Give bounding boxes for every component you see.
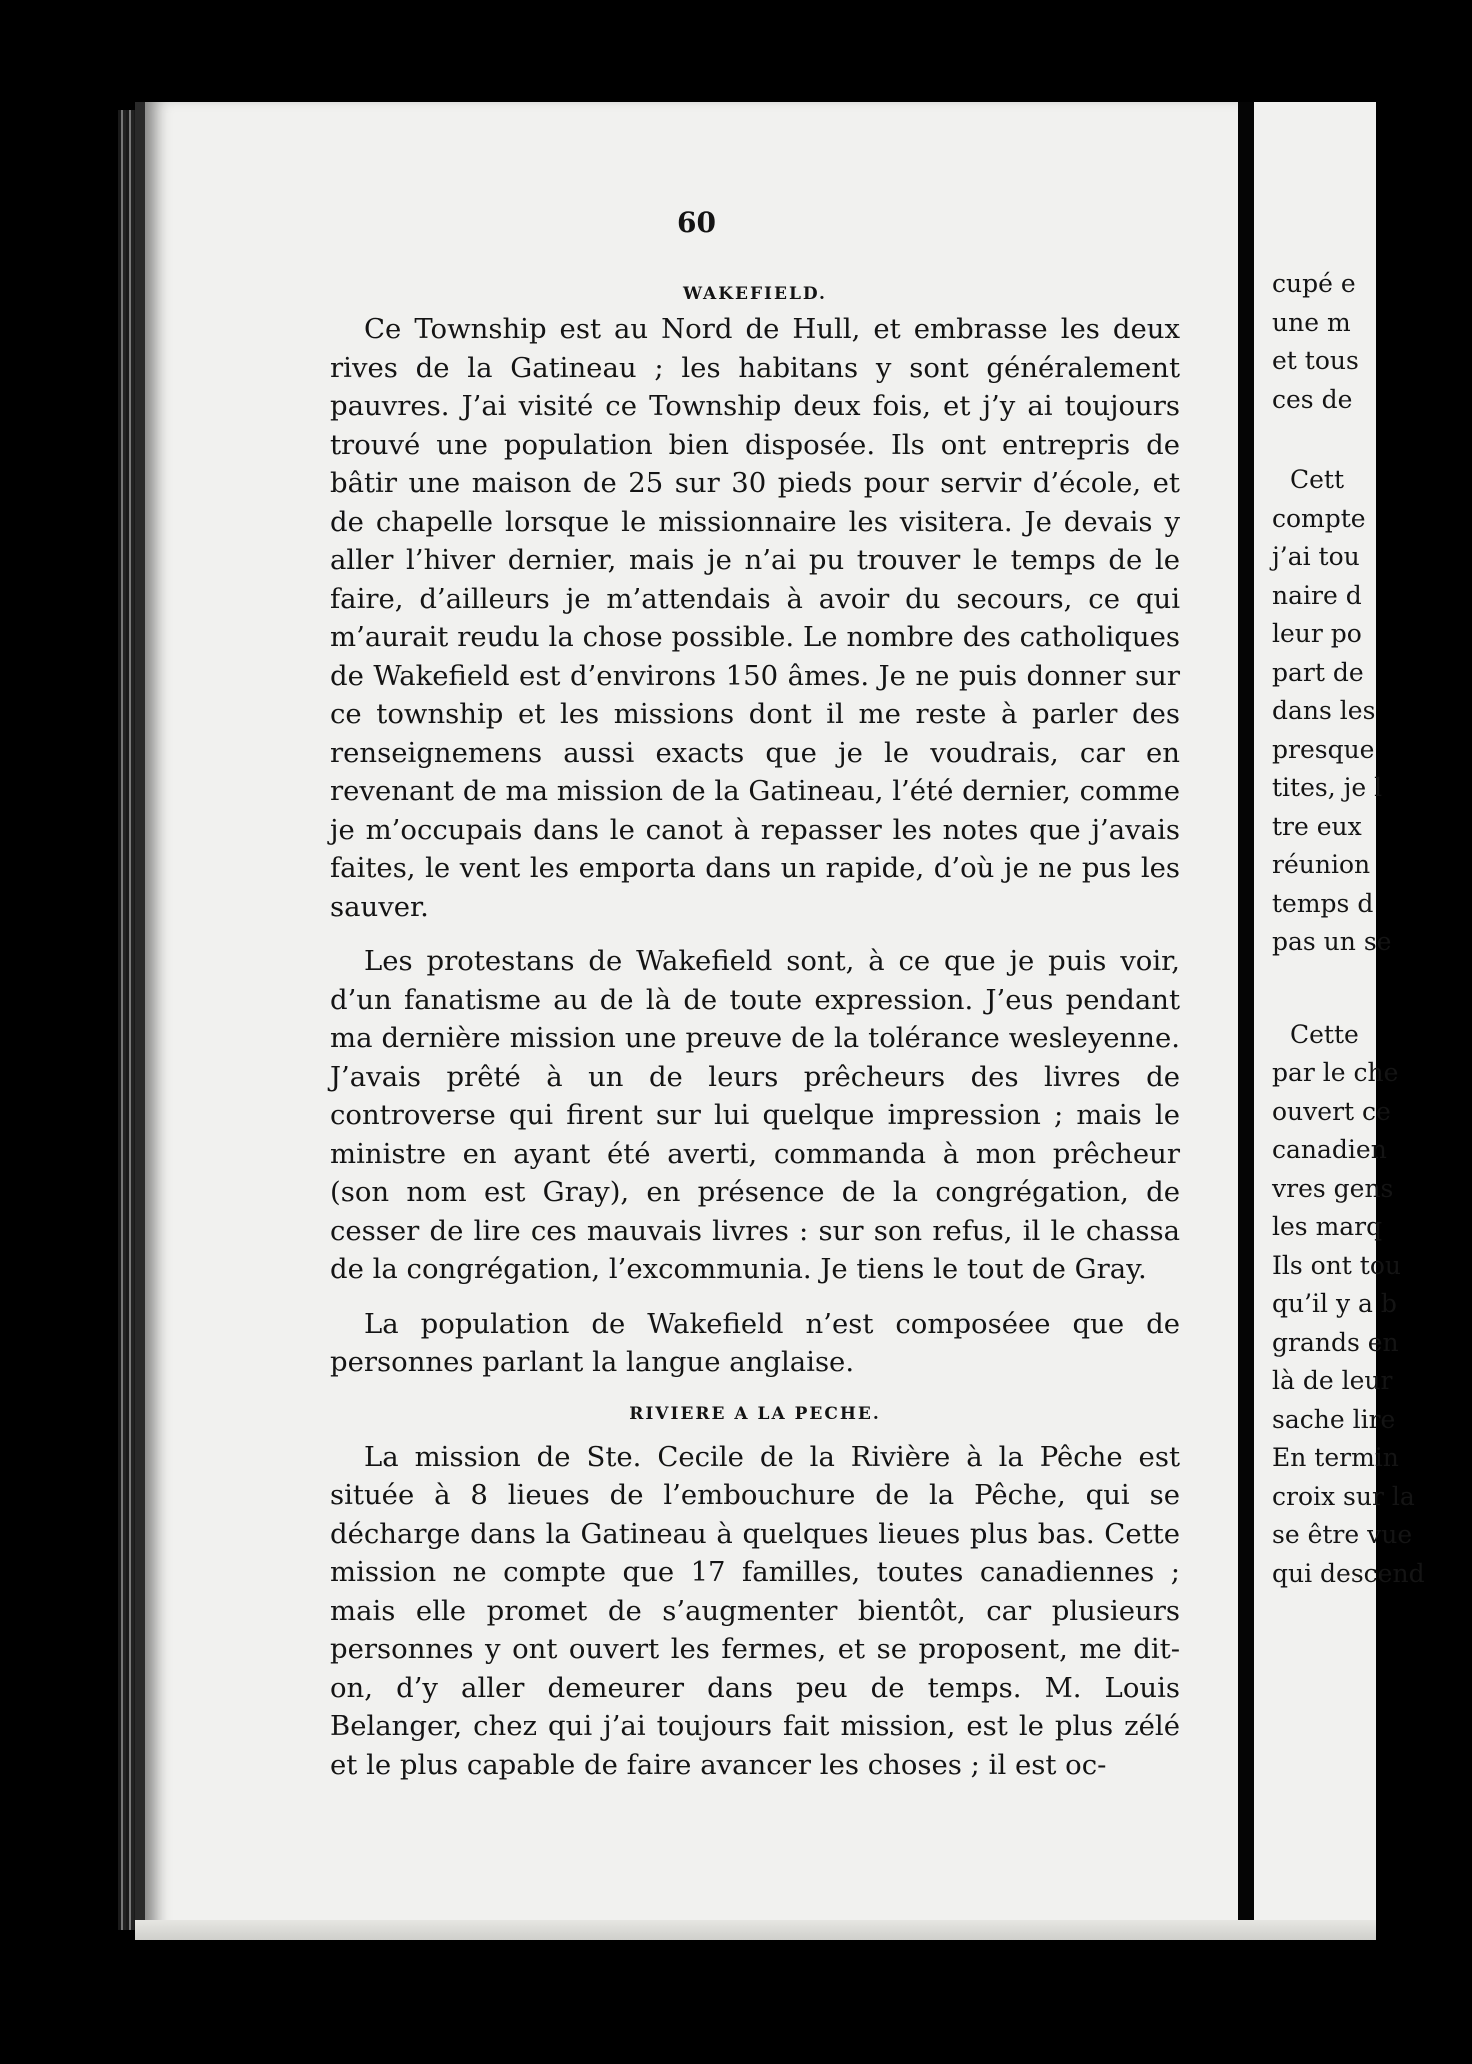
facing-line: naire d [1272, 580, 1362, 610]
facing-line: compte [1272, 503, 1366, 533]
facing-line: qu’il y a b [1272, 1289, 1397, 1318]
section-heading-wakefield: WAKEFIELD. [683, 284, 827, 304]
book-gutter [1238, 102, 1254, 1940]
facing-line: se être vue [1272, 1520, 1413, 1549]
facing-line: En termin [1272, 1443, 1399, 1472]
page-number: 60 [677, 206, 716, 239]
facing-gap [1272, 962, 1472, 1016]
facing-line: croix sur la [1272, 1481, 1415, 1511]
paragraph: Ce Township est au Nord de Hull, et embrasse les deux rives de la Gatineau ; les habitans y sont généralement pauvres. J’ai visité ce Township deux fois, et j’y ai toujours trouvé une population bien disposée. Ils ont entrepris de bâtir une maison de 25 sur 30 pieds pour servir d’école, et de chapelle lorsque le missionnaire les visitera. Je devais y aller l’hiver dernier, mais je n’ai pu trouver le temps de le faire, d’ailleurs je m’attendais à avoir du secours, ce qui m’aurait reudu la chose possible. Le nombre des catholiques de Wakefield est d’environs 150 âmes. Je ne puis donner sur ce township et les missions dont il me reste à parler des renseignemens aussi exacts que je le voudrais, car en revenant de ma mission de la Gatineau, l’été dernier, comme je m’occupais dans le canot à repasser les notes que j’avais faites, le vent les emporta dans un rapide, d’où je ne pus les sauver. [330, 313, 1180, 923]
facing-gap [1272, 419, 1472, 461]
facing-line: tites, je l [1272, 773, 1383, 802]
facing-line: canadien [1272, 1135, 1387, 1164]
facing-line: grands en [1272, 1327, 1399, 1357]
facing-line: et tous [1272, 346, 1359, 375]
facing-line: presque [1272, 734, 1375, 764]
page-bottom-shadow [135, 1920, 1376, 1940]
facing-line: qui descend [1272, 1558, 1425, 1588]
facing-line: part de [1272, 657, 1364, 687]
facing-line: une m [1272, 307, 1351, 337]
facing-line: réunion [1272, 850, 1371, 879]
facing-line: Ils ont tou [1272, 1250, 1401, 1280]
facing-page-text [1272, 265, 1472, 1593]
facing-line: leur po [1272, 619, 1362, 648]
facing-line: ces de [1272, 384, 1353, 414]
facing-line: ouvert ce [1272, 1096, 1391, 1126]
facing-line: là de leur [1272, 1366, 1393, 1395]
paragraph: La mission de Ste. Cecile de la Rivière à la Pêche est située à 8 lieues de l’embouchure de la Pêche, qui se décharge dans la Gatineau à quelques lieues plus bas. Cette mission ne compte que 17 familles, toutes canadiennes ; mais elle promet de s’augmenter bientôt, car plusieurs personnes y ont ouvert les fermes, et se proposent, me dit-on, d’y aller demeurer dans peu de temps. M. Louis Belanger, chez qui j’ai toujours fait mission, est le plus zélé et le plus capable de faire avancer les choses ; il est oc- [330, 1440, 1180, 1781]
facing-line: dans les [1272, 696, 1376, 725]
paragraph: La population de Wakefield n’est composéee que de personnes parlant la langue anglaise. [330, 1307, 1180, 1378]
facing-line: cupé e [1272, 269, 1356, 298]
facing-line: Cett [1290, 465, 1345, 494]
facing-line: pas un se [1272, 927, 1392, 956]
text-column [330, 284, 1180, 1800]
left-page [135, 102, 1248, 1940]
facing-line: j’ai tou [1272, 542, 1360, 571]
facing-page [1254, 102, 1425, 1940]
facing-line: vres gens [1272, 1173, 1394, 1203]
facing-line: temps d [1272, 888, 1374, 918]
facing-line: Cette [1290, 1019, 1359, 1049]
facing-line: tre eux [1272, 811, 1362, 841]
facing-line: les marq [1272, 1212, 1383, 1241]
paragraph: Les protestans de Wakefield sont, à ce que je puis voir, d’un fanatisme au de là de toute expression. J’eus pendant ma dernière mission une preuve de la tolérance wesleyenne. J’avais prêté à un de leurs prêcheurs des livres de controverse qui firent sur lui quelque impression ; mais le ministre en ayant été averti, commanda à mon prêcheur (son nom est Gray), en présence de la congrégation, de cesser de lire ces mauvais livres : sur son refus, il le chassa de la congrégation, l’excommunia. Je tiens le tout de Gray. [330, 945, 1180, 1285]
facing-line: par le che [1272, 1058, 1399, 1087]
section-heading-riviere-a-la-peche: RIVIERE A LA PECHE. [629, 1403, 881, 1424]
facing-line: sache lire [1272, 1404, 1396, 1434]
